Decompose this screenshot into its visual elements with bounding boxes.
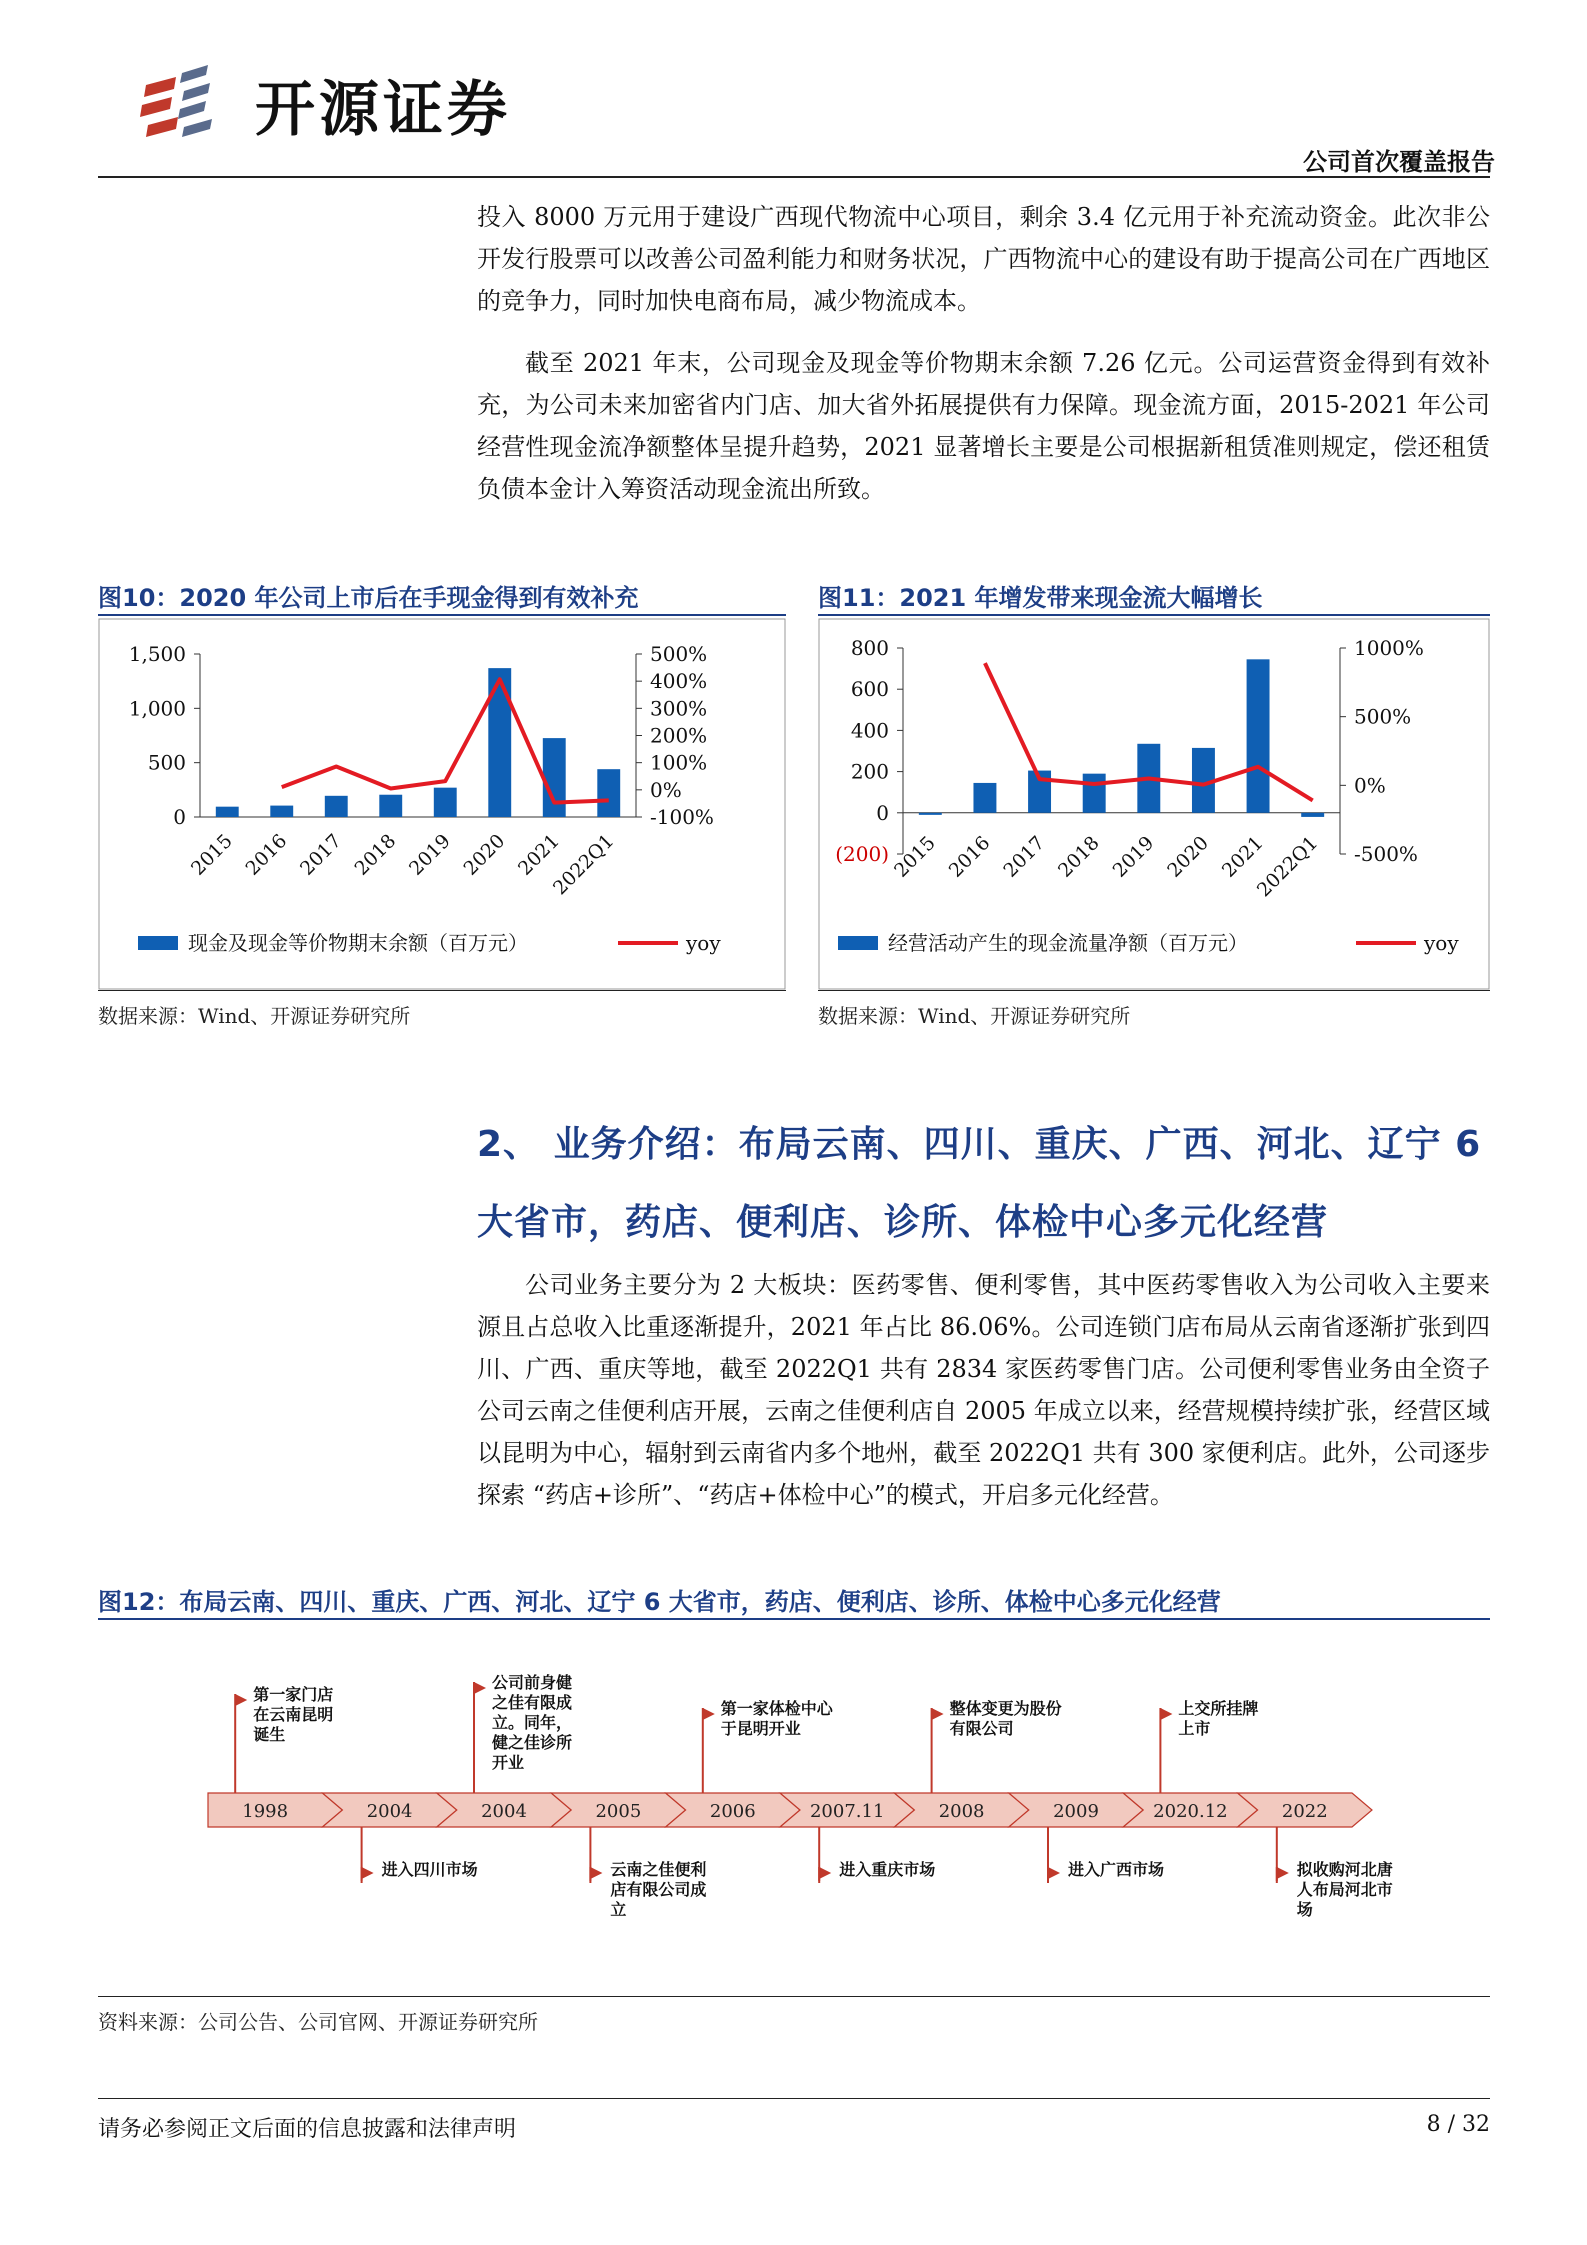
timeline-below-event-text: 云南之佳便利 — [610, 1860, 707, 1879]
body-paragraph-1: 投入 8000 万元用于建设广西现代物流中心项目，剩余 3.4 亿元用于补充流动资金。此次非公开发行股票可以改善公司盈利能力和财务状况，广西物流中心的建设有助于提高公司在广西地区的竞争力，同时加快电商布局，减少物流成本。 — [477, 203, 1490, 315]
timeline-year: 2020.12 — [1153, 1801, 1228, 1822]
footer-rule — [98, 2098, 1490, 2099]
company-logo — [138, 55, 238, 145]
timeline-below-event-text: 拟收购河北唐 — [1296, 1860, 1393, 1879]
section2-title-line2: 大省市，药店、便利店、诊所、体检中心多元化经营 — [477, 1202, 1329, 1243]
fig11-category-label: 2022Q1 — [1252, 831, 1323, 902]
fig10-bar — [543, 738, 566, 817]
fig11-right-tick-label: 1000% — [1354, 636, 1424, 660]
timeline-below-event-flag — [590, 1867, 602, 1879]
timeline-year: 2004 — [366, 1801, 413, 1822]
fig10-right-tick-label: 0% — [650, 777, 682, 802]
fig10-left-tick-label: 500 — [147, 750, 186, 775]
timeline-below-event-text: 进入四川市场 — [381, 1860, 478, 1879]
fig11-left-tick-label: 0 — [876, 800, 889, 825]
timeline-above-event-text: 第一家门店 — [253, 1685, 334, 1704]
timeline-above-event-text: 上交所挂牌 — [1178, 1699, 1259, 1718]
fig10-right-tick-label: 300% — [650, 696, 708, 721]
figure10-source: 数据来源：Wind、开源证券研究所 — [98, 1004, 411, 1028]
timeline-year: 2006 — [709, 1801, 756, 1822]
fig11-right-tick-label: 500% — [1354, 704, 1412, 729]
timeline-above-event-text: 健之佳诊所 — [492, 1733, 573, 1752]
figure12-source: 资料来源：公司公告、公司官网、开源证券研究所 — [98, 2010, 538, 2034]
fig11-left-tick-label: 200 — [850, 759, 889, 784]
fig11-legend-line-label: yoy — [1424, 931, 1459, 955]
timeline-year: 2009 — [1053, 1801, 1099, 1822]
fig10-category-label: 2021 — [514, 829, 564, 880]
timeline-above-event-text: 诞生 — [253, 1725, 286, 1744]
fig11-left-tick-label: 600 — [850, 677, 889, 702]
fig11-category-label: 2017 — [999, 831, 1050, 882]
fig11-category-label: 2019 — [1108, 831, 1159, 882]
report-type: 公司首次覆盖报告 — [1303, 148, 1495, 176]
timeline-above-event-flag — [932, 1708, 944, 1720]
timeline-year: 2022 — [1281, 1801, 1328, 1822]
figure10-title: 图10：2020 年公司上市后在手现金得到有效补充 — [98, 584, 639, 612]
fig10-category-label: 2015 — [187, 829, 237, 880]
fig10-bar — [216, 807, 239, 817]
fig10-left-tick-label: 0 — [173, 805, 186, 829]
fig10-bar — [270, 806, 293, 817]
fig10-category-label: 2018 — [350, 829, 401, 880]
fig10-bar — [434, 788, 457, 817]
figure12-timeline — [98, 1622, 1490, 1992]
fig11-bar — [1301, 813, 1324, 817]
timeline-year: 2008 — [938, 1801, 985, 1822]
fig11-bar — [973, 783, 996, 813]
timeline-above-event-text: 有限公司 — [949, 1719, 1014, 1738]
timeline-above-event-text: 上市 — [1178, 1719, 1211, 1738]
fig11-left-tick-label: (200) — [835, 842, 889, 866]
timeline-above-event-flag — [235, 1694, 247, 1706]
fig11-left-tick-label: 400 — [850, 718, 889, 743]
figure10-bottom-rule — [98, 990, 786, 991]
figure11-title-rule — [818, 614, 1490, 616]
fig10-bar — [597, 769, 620, 817]
fig10-category-label: 2020 — [459, 829, 510, 880]
timeline-year: 2007.11 — [809, 1801, 885, 1822]
fig10-right-tick-label: 100% — [650, 750, 708, 775]
section2-paragraph: 公司业务主要分为 2 大板块：医药零售、便利零售，其中医药零售收入为公司收入主要来源且占总收入比重逐渐提升，2021 年占比 86.06%。公司连锁门店布局从云南省逐渐扩张到四川、广西、重庆等地，截至 2022Q1 共有 2834 家医药零售门店。公司便利零售业务由全资子公司云南之佳便利店开展，云南之佳便利店自 2005 年成立以来，经营规模持续扩张，经营区域以昆明为中心，辐射到云南省内多个地州，截至 2022Q1 共有 300 家便利店。此外，公司逐步探索 “药店+诊所”、“药店+体检中心”的模式，开启多元化经营。 — [477, 1271, 1490, 1509]
company-name: 开源证券 — [255, 75, 511, 145]
fig11-bar — [1247, 659, 1270, 812]
fig11-category-label: 2020 — [1163, 831, 1213, 882]
fig11-legend-bar-label: 经营活动产生的现金流量净额（百万元） — [888, 931, 1248, 955]
timeline-above-event-text: 之佳有限成 — [492, 1693, 573, 1712]
figure12-title-rule — [98, 1618, 1490, 1620]
figure10-chart — [98, 618, 786, 990]
timeline-above-event-text: 整体变更为股份 — [949, 1699, 1062, 1718]
fig11-legend-bar-swatch — [838, 936, 878, 950]
figure12-title: 图12：布局云南、四川、重庆、广西、河北、辽宁 6 大省市，药店、便利店、诊所、体检中心多元化经营 — [98, 1588, 1221, 1616]
timeline-year: 2005 — [595, 1801, 642, 1822]
timeline-below-event-text: 店有限公司成 — [610, 1880, 707, 1899]
timeline-above-event-flag — [703, 1708, 715, 1720]
timeline-below-event-flag — [819, 1867, 831, 1879]
timeline-below-event-text: 立 — [610, 1900, 627, 1919]
timeline-below-event-flag — [1048, 1867, 1060, 1879]
timeline-above-event-text: 于昆明开业 — [720, 1719, 801, 1738]
timeline-below-event-text: 人布局河北市 — [1296, 1880, 1393, 1899]
timeline-below-event-text: 进入重庆市场 — [839, 1860, 936, 1879]
fig10-left-tick-label: 1,000 — [128, 696, 186, 721]
figure12-bottom-rule — [98, 1996, 1490, 1997]
fig11-category-label: 2015 — [890, 831, 940, 882]
page-number: 8 / 32 — [1426, 2112, 1490, 2137]
fig10-left-tick-label: 1,500 — [128, 642, 186, 666]
timeline-above-event-flag — [1160, 1708, 1172, 1720]
fig11-left-tick-label: 800 — [850, 636, 889, 660]
fig11-bar — [1083, 774, 1106, 813]
fig11-category-label: 2018 — [1053, 831, 1104, 882]
timeline-above-event-flag — [474, 1682, 486, 1694]
fig10-bar — [325, 796, 348, 817]
fig10-right-tick-label: -100% — [650, 805, 714, 829]
timeline-below-event-text: 进入广西市场 — [1068, 1860, 1165, 1879]
timeline-below-event-flag — [1277, 1867, 1289, 1879]
fig11-category-label: 2021 — [1217, 831, 1268, 882]
footer-disclaimer: 请务必参阅正文后面的信息披露和法律声明 — [98, 2117, 517, 2142]
timeline-above-event-text: 在云南昆明 — [253, 1705, 334, 1724]
fig10-category-label: 2017 — [296, 829, 346, 880]
section2-title-line1: 2、 业务介绍：布局云南、四川、重庆、广西、河北、辽宁 6 — [477, 1124, 1482, 1165]
fig10-right-tick-label: 200% — [650, 723, 708, 748]
fig10-category-label: 2016 — [241, 829, 292, 880]
timeline-year: 2004 — [481, 1801, 527, 1822]
fig10-legend-bar-swatch — [138, 936, 178, 950]
figure11-title: 图11：2021 年增发带来现金流大幅增长 — [818, 584, 1263, 612]
figure11-bottom-rule — [818, 990, 1490, 991]
timeline-below-event-text: 场 — [1296, 1900, 1313, 1919]
timeline-year: 1998 — [242, 1801, 289, 1822]
timeline-above-event-text: 公司前身健 — [492, 1673, 573, 1692]
fig10-right-tick-label: 500% — [650, 642, 708, 666]
fig10-category-label: 2022Q1 — [548, 829, 619, 900]
body-paragraph-2: 截至 2021 年末，公司现金及现金等价物期末余额 7.26 亿元。公司运营资金得到有效补充，为公司未来加密省内门店、加大省外拓展提供有力保障。现金流方面，2015-2021 年公司经营性现金流净额整体呈提升趋势，2021 显著增长主要是公司根据新租赁准则规定，偿还租赁负债本金计入筹资活动现金流出所致。 — [477, 349, 1490, 503]
figure11-source: 数据来源：Wind、开源证券研究所 — [818, 1004, 1131, 1028]
fig10-right-tick-label: 400% — [650, 669, 708, 694]
figure10-title-rule — [98, 614, 786, 616]
timeline-above-event-text: 立。同年， — [492, 1713, 573, 1732]
fig10-legend-line-label: yoy — [686, 931, 721, 955]
fig10-category-label: 2019 — [405, 829, 455, 880]
fig11-right-tick-label: 0% — [1354, 773, 1386, 798]
figure11-chart — [818, 618, 1490, 990]
fig11-right-tick-label: -500% — [1354, 842, 1418, 866]
timeline-above-event-text: 开业 — [492, 1753, 525, 1772]
fig10-legend-bar-label: 现金及现金等价物期末余额（百万元） — [188, 931, 528, 955]
timeline-above-event-text: 第一家体检中心 — [720, 1699, 833, 1718]
timeline-below-event-flag — [362, 1867, 374, 1879]
fig11-category-label: 2016 — [944, 831, 995, 882]
header-rule — [98, 176, 1490, 178]
fig11-bar — [919, 813, 942, 815]
fig10-bar — [379, 795, 402, 817]
